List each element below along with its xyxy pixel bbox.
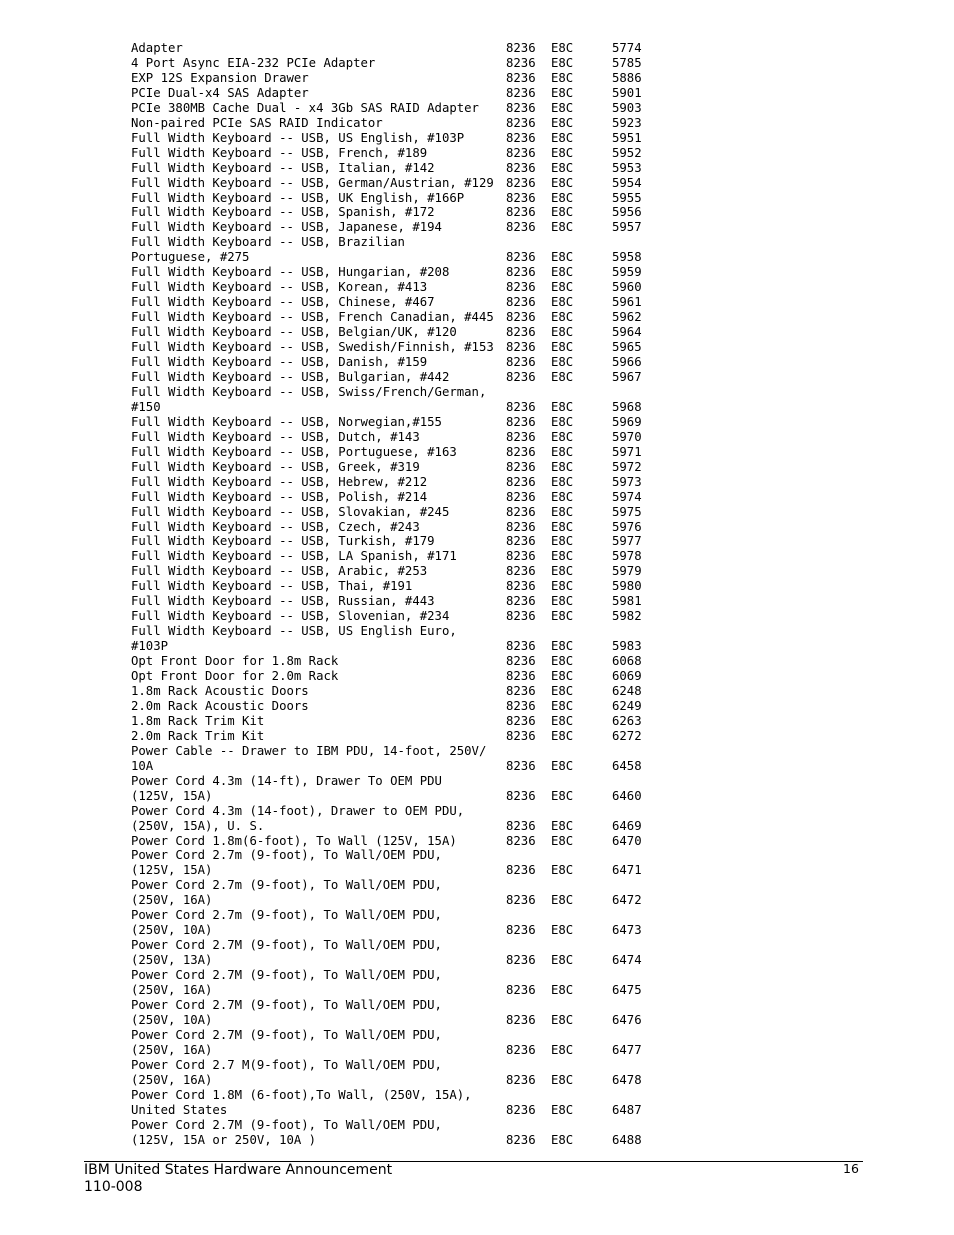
machine-type: 8236	[506, 55, 536, 70]
model: E8C	[551, 175, 574, 190]
machine-type: 8236	[506, 459, 536, 474]
feature-number: 5973	[612, 474, 642, 489]
feature-row	[131, 1028, 831, 1058]
feature-description: Power Cord 2.7 M(9-foot), To Wall/OEM PDU, (250V, 16A)	[131, 1057, 442, 1087]
feature-number: 6263	[612, 713, 642, 728]
model: E8C	[551, 683, 574, 698]
feature-description: 1.8m Rack Trim Kit	[131, 713, 265, 728]
feature-number: 5977	[612, 534, 642, 549]
feature-number: 6249	[612, 698, 642, 713]
page-number: 16	[843, 1161, 859, 1176]
model: E8C	[551, 70, 574, 85]
machine-type: 8236	[506, 489, 536, 504]
feature-row	[131, 101, 831, 116]
feature-description: Full Width Keyboard -- USB, Turkish, #179	[131, 534, 435, 549]
feature-description: Power Cord 1.8m(6-foot), To Wall (125V, 15A)	[131, 833, 457, 848]
machine-type: 8236	[506, 923, 536, 938]
feature-description: Power Cord 4.3m (14-ft), Drawer To OEM PDU (125V, 15A)	[131, 773, 442, 803]
model: E8C	[551, 414, 574, 429]
feature-number: 5980	[612, 579, 642, 594]
model: E8C	[551, 594, 574, 609]
feature-row	[131, 475, 831, 490]
feature-description: Full Width Keyboard -- USB, Korean, #413	[131, 280, 428, 295]
feature-number: 5951	[612, 130, 642, 145]
feature-number: 5957	[612, 220, 642, 235]
feature-description: Full Width Keyboard -- USB, Arabic, #253	[131, 564, 428, 579]
feature-row	[131, 325, 831, 340]
feature-description: Full Width Keyboard -- USB, LA Spanish, #171	[131, 549, 457, 564]
feature-description: Full Width Keyboard -- USB, Chinese, #467	[131, 295, 435, 310]
model: E8C	[551, 1012, 574, 1027]
feature-row	[131, 116, 831, 131]
model: E8C	[551, 190, 574, 205]
machine-type: 8236	[506, 788, 536, 803]
feature-description: Full Width Keyboard -- USB, German/Austrian, #129	[131, 175, 494, 190]
model: E8C	[551, 489, 574, 504]
model: E8C	[551, 160, 574, 175]
feature-description: Full Width Keyboard -- USB, UK English, #166P	[131, 190, 465, 205]
feature-number: 5959	[612, 265, 642, 280]
machine-type: 8236	[506, 579, 536, 594]
feature-row	[131, 220, 831, 235]
feature-description: Full Width Keyboard -- USB, Bulgarian, #442	[131, 369, 450, 384]
feature-row	[131, 774, 831, 804]
model: E8C	[551, 145, 574, 160]
feature-row	[131, 744, 831, 774]
feature-number: 5964	[612, 325, 642, 340]
model: E8C	[551, 205, 574, 220]
feature-row	[131, 609, 831, 624]
machine-type: 8236	[506, 369, 536, 384]
model: E8C	[551, 758, 574, 773]
machine-type: 8236	[506, 355, 536, 370]
model: E8C	[551, 579, 574, 594]
feature-description: Full Width Keyboard -- USB, French, #189	[131, 145, 428, 160]
feature-row	[131, 848, 831, 878]
feature-row	[131, 564, 831, 579]
feature-row	[131, 834, 831, 849]
feature-row	[131, 86, 831, 101]
feature-number: 5954	[612, 175, 642, 190]
feature-description: Full Width Keyboard -- USB, Spanish, #172	[131, 205, 435, 220]
machine-type: 8236	[506, 399, 536, 414]
feature-number: 5774	[612, 41, 642, 55]
machine-type: 8236	[506, 833, 536, 848]
feature-row	[131, 804, 831, 834]
model: E8C	[551, 893, 574, 908]
machine-type: 8236	[506, 1042, 536, 1057]
feature-row	[131, 71, 831, 86]
feature-description: Power Cord 2.7M (9-foot), To Wall/OEM PDU, (125V, 15A or 250V, 10A )	[131, 1117, 442, 1147]
feature-number: 5962	[612, 310, 642, 325]
machine-type: 8236	[506, 340, 536, 355]
model: E8C	[551, 369, 574, 384]
machine-type: 8236	[506, 160, 536, 175]
model: E8C	[551, 55, 574, 70]
feature-number: 5886	[612, 70, 642, 85]
machine-type: 8236	[506, 429, 536, 444]
feature-row	[131, 355, 831, 370]
feature-number: 5968	[612, 399, 642, 414]
feature-number: 5966	[612, 355, 642, 370]
machine-type: 8236	[506, 1072, 536, 1087]
feature-description: Full Width Keyboard -- USB, Czech, #243	[131, 519, 420, 534]
machine-type: 8236	[506, 654, 536, 669]
feature-description: Power Cord 2.7M (9-foot), To Wall/OEM PDU, (250V, 16A)	[131, 968, 442, 998]
machine-type: 8236	[506, 175, 536, 190]
model: E8C	[551, 355, 574, 370]
feature-row	[131, 1088, 831, 1118]
feature-row	[131, 908, 831, 938]
machine-type: 8236	[506, 594, 536, 609]
feature-number: 5901	[612, 85, 642, 100]
feature-description: 2.0m Rack Acoustic Doors	[131, 698, 309, 713]
feature-row	[131, 340, 831, 355]
feature-number: 5979	[612, 564, 642, 579]
feature-row	[131, 594, 831, 609]
model: E8C	[551, 519, 574, 534]
feature-description: PCIe 380MB Cache Dual - x4 3Gb SAS RAID Adapter	[131, 100, 479, 115]
feature-description: Full Width Keyboard -- USB, Greek, #319	[131, 459, 420, 474]
feature-description: 1.8m Rack Acoustic Doors	[131, 683, 309, 698]
feature-description: Full Width Keyboard -- USB, Norwegian,#155	[131, 414, 442, 429]
feature-number: 6469	[612, 818, 642, 833]
machine-type: 8236	[506, 85, 536, 100]
feature-number: 5969	[612, 414, 642, 429]
feature-row	[131, 490, 831, 505]
feature-row	[131, 265, 831, 280]
feature-description: Power Cord 2.7M (9-foot), To Wall/OEM PDU, (250V, 16A)	[131, 1027, 442, 1057]
feature-description: Full Width Keyboard -- USB, Swedish/Finnish, #153	[131, 340, 494, 355]
machine-type: 8236	[506, 758, 536, 773]
feature-row	[131, 370, 831, 385]
machine-type: 8236	[506, 444, 536, 459]
model: E8C	[551, 250, 574, 265]
machine-type: 8236	[506, 205, 536, 220]
feature-description: 2.0m Rack Trim Kit	[131, 728, 265, 743]
feature-row	[131, 520, 831, 535]
machine-type: 8236	[506, 295, 536, 310]
feature-number: 5785	[612, 55, 642, 70]
feature-row	[131, 579, 831, 594]
machine-type: 8236	[506, 504, 536, 519]
feature-description: Power Cord 2.7m (9-foot), To Wall/OEM PDU, (250V, 16A)	[131, 878, 442, 908]
feature-description: Full Width Keyboard -- USB, Russian, #443	[131, 594, 435, 609]
feature-description: Power Cord 2.7m (9-foot), To Wall/OEM PDU, (250V, 10A)	[131, 908, 442, 938]
feature-description: Power Cord 2.7M (9-foot), To Wall/OEM PDU, (250V, 13A)	[131, 938, 442, 968]
machine-type: 8236	[506, 639, 536, 654]
model: E8C	[551, 1132, 574, 1147]
model: E8C	[551, 444, 574, 459]
model: E8C	[551, 100, 574, 115]
feature-listing	[131, 41, 831, 1148]
feature-number: 5981	[612, 594, 642, 609]
feature-number: 6478	[612, 1072, 642, 1087]
machine-type: 8236	[506, 818, 536, 833]
feature-row	[131, 505, 831, 520]
machine-type: 8236	[506, 41, 536, 55]
feature-description: Full Width Keyboard -- USB, US English, #103P	[131, 130, 465, 145]
feature-number: 5903	[612, 100, 642, 115]
model: E8C	[551, 698, 574, 713]
feature-row	[131, 1058, 831, 1088]
feature-number: 6272	[612, 728, 642, 743]
feature-number: 5978	[612, 549, 642, 564]
machine-type: 8236	[506, 474, 536, 489]
feature-number: 5958	[612, 250, 642, 265]
feature-description: Full Width Keyboard -- USB, Slovenian, #234	[131, 609, 450, 624]
feature-number: 6458	[612, 758, 642, 773]
feature-number: 6476	[612, 1012, 642, 1027]
feature-description: Full Width Keyboard -- USB, US English Euro, #103P	[131, 624, 457, 654]
feature-number: 6475	[612, 983, 642, 998]
feature-row	[131, 295, 831, 310]
feature-row	[131, 654, 831, 669]
feature-description: Opt Front Door for 1.8m Rack	[131, 654, 339, 669]
feature-number: 5961	[612, 295, 642, 310]
model: E8C	[551, 130, 574, 145]
model: E8C	[551, 818, 574, 833]
feature-number: 5923	[612, 115, 642, 130]
feature-number: 5952	[612, 145, 642, 160]
machine-type: 8236	[506, 190, 536, 205]
model: E8C	[551, 564, 574, 579]
feature-row	[131, 729, 831, 744]
machine-type: 8236	[506, 265, 536, 280]
machine-type: 8236	[506, 115, 536, 130]
model: E8C	[551, 639, 574, 654]
machine-type: 8236	[506, 519, 536, 534]
model: E8C	[551, 669, 574, 684]
feature-row	[131, 385, 831, 415]
feature-number: 6068	[612, 654, 642, 669]
feature-row	[131, 56, 831, 71]
model: E8C	[551, 459, 574, 474]
model: E8C	[551, 923, 574, 938]
feature-description: Power Cord 1.8M (6-foot),To Wall, (250V, 15A), United States	[131, 1087, 472, 1117]
model: E8C	[551, 1042, 574, 1057]
feature-row	[131, 549, 831, 564]
feature-number: 6248	[612, 683, 642, 698]
feature-number: 5982	[612, 609, 642, 624]
feature-row	[131, 205, 831, 220]
feature-row	[131, 938, 831, 968]
feature-number: 6069	[612, 669, 642, 684]
feature-row	[131, 699, 831, 714]
model: E8C	[551, 474, 574, 489]
model: E8C	[551, 429, 574, 444]
feature-description: Power Cable -- Drawer to IBM PDU, 14-foot, 250V/ 10A	[131, 743, 487, 773]
feature-row	[131, 146, 831, 161]
feature-description: Full Width Keyboard -- USB, Brazilian Portuguese, #275	[131, 235, 405, 265]
machine-type: 8236	[506, 683, 536, 698]
model: E8C	[551, 280, 574, 295]
machine-type: 8236	[506, 280, 536, 295]
feature-description: Full Width Keyboard -- USB, Dutch, #143	[131, 429, 420, 444]
machine-type: 8236	[506, 250, 536, 265]
feature-number: 5976	[612, 519, 642, 534]
feature-row	[131, 878, 831, 908]
feature-description: Full Width Keyboard -- USB, French Canadian, #445	[131, 310, 494, 325]
machine-type: 8236	[506, 325, 536, 340]
model: E8C	[551, 983, 574, 998]
feature-number: 5967	[612, 369, 642, 384]
machine-type: 8236	[506, 549, 536, 564]
machine-type: 8236	[506, 863, 536, 878]
model: E8C	[551, 953, 574, 968]
model: E8C	[551, 713, 574, 728]
model: E8C	[551, 504, 574, 519]
machine-type: 8236	[506, 100, 536, 115]
feature-description: Full Width Keyboard -- USB, Polish, #214	[131, 489, 428, 504]
machine-type: 8236	[506, 534, 536, 549]
feature-description: Full Width Keyboard -- USB, Slovakian, #245	[131, 504, 450, 519]
machine-type: 8236	[506, 130, 536, 145]
feature-number: 5965	[612, 340, 642, 355]
feature-row	[131, 534, 831, 549]
feature-description: Full Width Keyboard -- USB, Italian, #142	[131, 160, 435, 175]
feature-row	[131, 714, 831, 729]
feature-description: Full Width Keyboard -- USB, Swiss/French/German, #150	[131, 384, 487, 414]
feature-number: 6488	[612, 1132, 642, 1147]
footer-title: IBM United States Hardware Announcement	[84, 1162, 393, 1178]
model: E8C	[551, 41, 574, 55]
model: E8C	[551, 833, 574, 848]
model: E8C	[551, 399, 574, 414]
model: E8C	[551, 549, 574, 564]
model: E8C	[551, 85, 574, 100]
feature-number: 5983	[612, 639, 642, 654]
feature-description: Full Width Keyboard -- USB, Thai, #191	[131, 579, 413, 594]
feature-description: Power Cord 4.3m (14-foot), Drawer to OEM PDU, (250V, 15A), U. S.	[131, 803, 465, 833]
feature-row	[131, 684, 831, 699]
feature-row	[131, 415, 831, 430]
feature-description: EXP 12S Expansion Drawer	[131, 70, 309, 85]
machine-type: 8236	[506, 953, 536, 968]
model: E8C	[551, 310, 574, 325]
machine-type: 8236	[506, 220, 536, 235]
feature-row	[131, 41, 831, 56]
model: E8C	[551, 340, 574, 355]
feature-description: 4 Port Async EIA-232 PCIe Adapter	[131, 55, 376, 70]
feature-number: 6470	[612, 833, 642, 848]
feature-number: 5970	[612, 429, 642, 444]
model: E8C	[551, 220, 574, 235]
feature-row	[131, 445, 831, 460]
machine-type: 8236	[506, 70, 536, 85]
feature-row	[131, 669, 831, 684]
machine-type: 8236	[506, 669, 536, 684]
machine-type: 8236	[506, 893, 536, 908]
feature-number: 5975	[612, 504, 642, 519]
machine-type: 8236	[506, 414, 536, 429]
machine-type: 8236	[506, 1102, 536, 1117]
model: E8C	[551, 728, 574, 743]
announcement-number: 110-008	[84, 1179, 143, 1195]
machine-type: 8236	[506, 564, 536, 579]
feature-number: 5953	[612, 160, 642, 175]
model: E8C	[551, 863, 574, 878]
feature-description: Full Width Keyboard -- USB, Portuguese, #163	[131, 444, 457, 459]
feature-row	[131, 131, 831, 146]
feature-number: 6487	[612, 1102, 642, 1117]
model: E8C	[551, 534, 574, 549]
feature-row	[131, 191, 831, 206]
feature-row	[131, 235, 831, 265]
feature-description: Opt Front Door for 2.0m Rack	[131, 669, 339, 684]
machine-type: 8236	[506, 310, 536, 325]
machine-type: 8236	[506, 713, 536, 728]
feature-number: 6473	[612, 923, 642, 938]
feature-number: 6471	[612, 863, 642, 878]
model: E8C	[551, 1072, 574, 1087]
feature-row	[131, 280, 831, 295]
feature-row	[131, 624, 831, 654]
model: E8C	[551, 295, 574, 310]
feature-description: Full Width Keyboard -- USB, Belgian/UK, #120	[131, 325, 457, 340]
machine-type: 8236	[506, 728, 536, 743]
feature-number: 6472	[612, 893, 642, 908]
feature-number: 5972	[612, 459, 642, 474]
feature-row	[131, 176, 831, 191]
model: E8C	[551, 654, 574, 669]
machine-type: 8236	[506, 983, 536, 998]
model: E8C	[551, 788, 574, 803]
feature-description: Power Cord 2.7M (9-foot), To Wall/OEM PDU, (250V, 10A)	[131, 998, 442, 1027]
machine-type: 8236	[506, 698, 536, 713]
feature-number: 5956	[612, 205, 642, 220]
feature-row	[131, 1118, 831, 1148]
feature-description: Non-paired PCIe SAS RAID Indicator	[131, 115, 383, 130]
feature-number: 5974	[612, 489, 642, 504]
model: E8C	[551, 609, 574, 624]
model: E8C	[551, 325, 574, 340]
model: E8C	[551, 265, 574, 280]
feature-description: Full Width Keyboard -- USB, Hungarian, #208	[131, 265, 450, 280]
feature-row	[131, 998, 831, 1028]
feature-description: PCIe Dual-x4 SAS Adapter	[131, 85, 309, 100]
feature-row	[131, 968, 831, 998]
feature-row	[131, 310, 831, 325]
feature-description: Power Cord 2.7m (9-foot), To Wall/OEM PDU, (125V, 15A)	[131, 848, 442, 878]
machine-type: 8236	[506, 1132, 536, 1147]
feature-number: 6474	[612, 953, 642, 968]
feature-row	[131, 430, 831, 445]
feature-description: Full Width Keyboard -- USB, Japanese, #194	[131, 220, 442, 235]
machine-type: 8236	[506, 609, 536, 624]
feature-number: 5960	[612, 280, 642, 295]
model: E8C	[551, 115, 574, 130]
machine-type: 8236	[506, 145, 536, 160]
machine-type: 8236	[506, 1012, 536, 1027]
feature-number: 5955	[612, 190, 642, 205]
feature-row	[131, 161, 831, 176]
feature-number: 6460	[612, 788, 642, 803]
feature-description: Full Width Keyboard -- USB, Hebrew, #212	[131, 474, 428, 489]
feature-row	[131, 460, 831, 475]
feature-number: 6477	[612, 1042, 642, 1057]
feature-description: Full Width Keyboard -- USB, Danish, #159	[131, 355, 428, 370]
feature-description: Adapter	[131, 41, 183, 55]
feature-number: 5971	[612, 444, 642, 459]
model: E8C	[551, 1102, 574, 1117]
